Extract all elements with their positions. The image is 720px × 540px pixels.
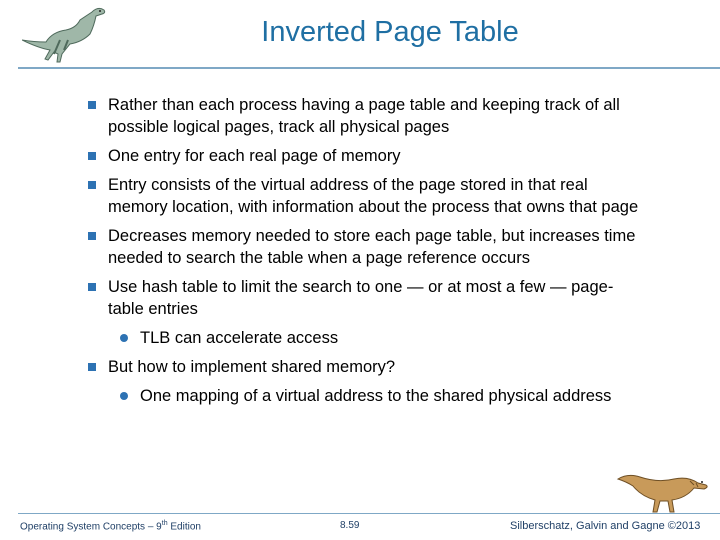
- list-item: [86, 174, 646, 218]
- square-bullet-icon: [88, 283, 96, 291]
- square-bullet-icon: [88, 363, 96, 371]
- dinosaur-walking-icon: [612, 467, 712, 515]
- list-item: [86, 145, 646, 167]
- square-bullet-icon: [88, 152, 96, 160]
- list-item: [86, 276, 646, 320]
- bullet-text: Entry consists of the virtual address of the page stored in that real memory location, with information about the process that owns that page: [108, 176, 639, 216]
- slide-title: Inverted Page Table: [261, 16, 519, 48]
- bullet-text: But how to implement shared memory?: [108, 358, 396, 376]
- footer-copyright: Silberschatz, Galvin and Gagne ©2013: [510, 520, 701, 532]
- list-item: [86, 356, 646, 378]
- circle-bullet-icon: [120, 334, 128, 342]
- bullet-text: TLB can accelerate access: [140, 329, 339, 347]
- footer-text: Operating System Concepts – 9: [20, 521, 162, 533]
- square-bullet-icon: [88, 181, 96, 189]
- footer-superscript: th: [161, 520, 168, 527]
- list-item: [86, 94, 646, 138]
- square-bullet-icon: [88, 101, 96, 109]
- footer-divider: [18, 513, 720, 514]
- title-divider: [18, 67, 720, 69]
- bullet-text: Use hash table to limit the search to one — or at most a few — page-table entries: [108, 278, 614, 318]
- list-item: [86, 327, 646, 349]
- list-item: [86, 225, 646, 269]
- square-bullet-icon: [88, 232, 96, 240]
- bullet-text: Rather than each process having a page table and keeping track of all possible logical pages, track all physical pages: [108, 96, 620, 136]
- footer-text: Edition: [167, 521, 201, 533]
- bullet-text: One entry for each real page of memory: [108, 147, 401, 165]
- footer-course-title: [20, 520, 201, 532]
- list-item: [86, 385, 646, 407]
- circle-bullet-icon: [120, 392, 128, 400]
- bullet-text: One mapping of a virtual address to the shared physical address: [140, 387, 612, 405]
- bullet-text: Decreases memory needed to store each page table, but increases time needed to search the table when a page reference occurs: [108, 227, 636, 267]
- dinosaur-logo-icon: [22, 4, 114, 66]
- page-number: 8.59: [340, 520, 360, 531]
- bullet-list: [86, 94, 646, 414]
